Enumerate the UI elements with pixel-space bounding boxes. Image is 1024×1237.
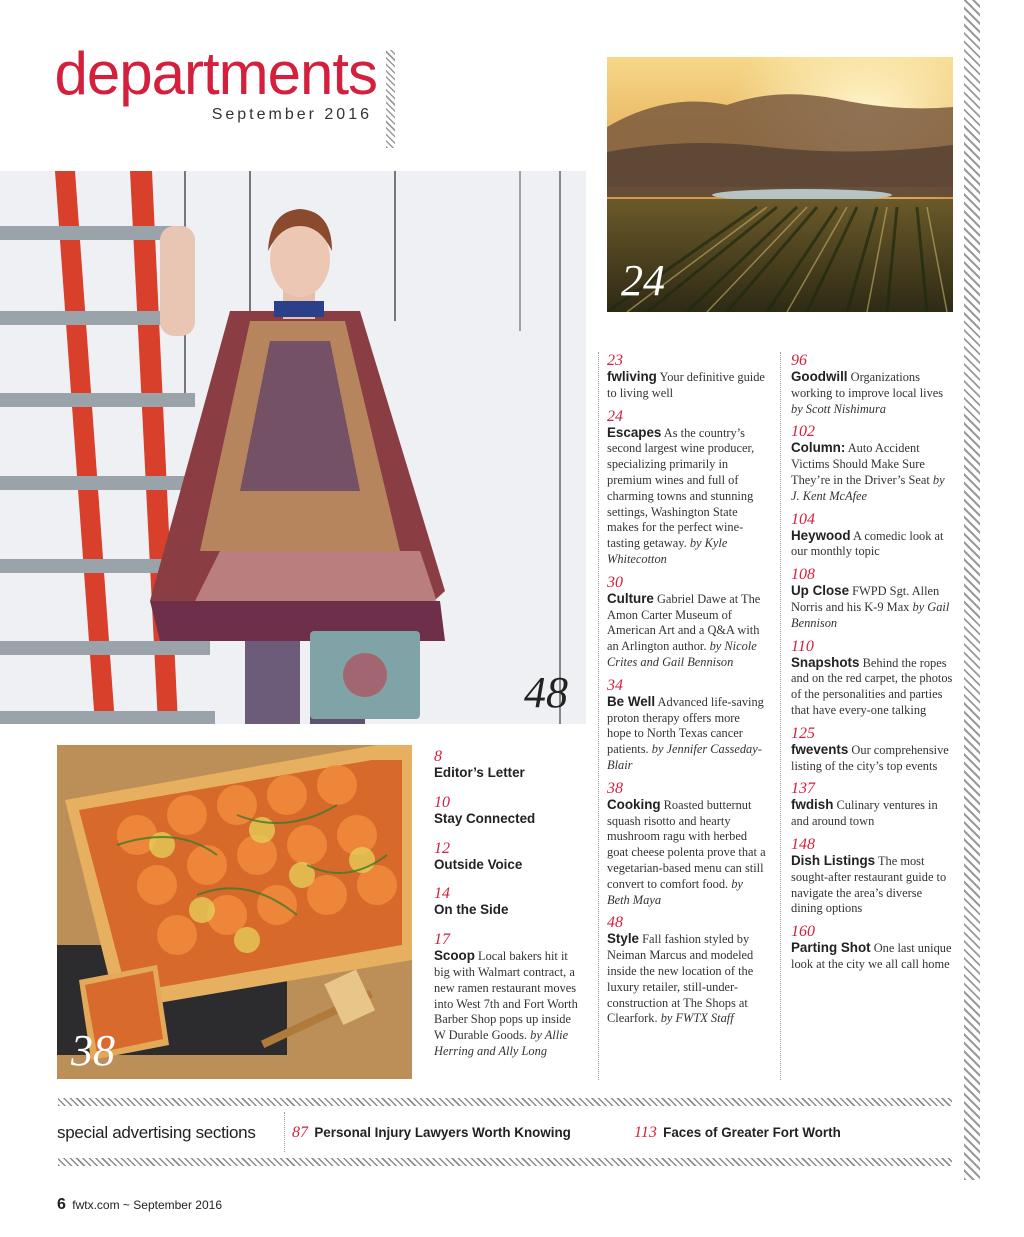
toc-entry-description: Auto Accident Victims Should Make Sure They’re in the Driver’s Seat [791,441,930,487]
toc-entry-title: Column: [791,440,846,456]
fashion-page-number: 48 [524,668,568,717]
toc-page-number: 12 [434,839,450,857]
toc-entry-description: One last unique look at the city we all call home [791,941,952,971]
toc-entry[interactable] [607,408,767,568]
toc-entry-description: Our comprehensive listing of the city’s top events [791,742,949,773]
special-section-page: 87 [292,1124,308,1141]
toc-entry[interactable] [791,923,953,973]
toc-entry[interactable] [791,511,953,561]
vineyard-page-number: 24 [621,256,665,305]
toc-entry[interactable] [791,423,953,504]
toc-entry-byline: by Nicole Crites and Gail Bennison [607,639,757,669]
toc-entry-title: Goodwill [791,369,848,384]
toc-entry-title: Style [607,931,640,947]
toc-entry-description: Gabriel Dawe at The Amon Carter Museum of American Art and a Q&A with an Arlington author. [607,591,761,654]
header-stripe [386,50,395,148]
toc-entry[interactable] [607,780,767,909]
toc-entry-description: Culinary ventures in and around town [791,798,938,829]
toc-entry-byline: by Beth Maya [607,876,743,907]
toc-entry-title: Heywood [791,527,851,543]
toc-entry-description: FWPD Sgt. Allen Norris and his K-9 Max [791,584,940,614]
toc-page-number: 104 [791,510,815,528]
toc-entry-byline: by J. Kent McAfee [791,472,945,503]
toc-entry-description: Roasted butternut squash risotto and hearty mushroom ragu with herbed goat cheese polenta prove that a vegetarian-based menu can still convert to comfort food. [607,797,766,891]
toc-entry-description: As the country’s second largest wine producer, specializing primarily in premium wines and full of charming towns and stunning settings, Washington State makes for the perfect wine-tasting getaway. [607,425,755,551]
toc-page-number: 34 [607,676,623,694]
toc-entry[interactable] [791,725,953,775]
section-divider-bottom [58,1158,952,1166]
page-edge-stripe [964,0,980,1180]
toc-entry[interactable] [791,836,953,917]
toc-entry-byline: by Allie Herring and Ally Long [434,1028,569,1058]
section-divider-top [58,1098,952,1106]
toc-page-number: 8 [434,748,442,765]
toc-entry-title: Be Well [607,693,656,709]
toc-page-number: 110 [791,637,814,655]
toc-entry-description: Organizations working to improve local lives [791,370,944,400]
toc-entry[interactable] [434,794,584,828]
toc-page-number: 48 [607,914,623,932]
toc-page-number: 14 [434,885,450,903]
toc-entry[interactable] [791,352,953,417]
toc-page-number: 10 [434,793,450,811]
toc-page-number: 38 [607,779,623,797]
issue-date: September 2016 [211,106,372,123]
toc-entry-title: Parting Shot [791,940,871,956]
footer-page-number: 6 [57,1196,66,1213]
toc-entry[interactable] [434,885,584,919]
page-title: departments [54,40,377,107]
special-sections-divider [284,1112,285,1152]
toc-entry[interactable] [434,931,584,1060]
vineyard-photo [607,57,953,312]
toc-entry-description: A comedic look at our monthly topic [791,528,944,559]
toc-entry-title: Culture [607,590,654,606]
food-photo [57,745,412,1079]
page-footer [57,1196,222,1214]
toc-entry[interactable] [607,914,767,1027]
toc-page-number: 96 [791,352,807,369]
toc-entry-byline: by Jennifer Casseday-Blair [607,742,762,772]
toc-page-number: 148 [791,835,815,853]
special-section-page: 113 [634,1124,657,1141]
toc-entry-title: Scoop [434,948,475,964]
toc-entry[interactable] [607,352,767,402]
toc-entry-title: On the Side [434,902,509,918]
toc-page-number: 17 [434,931,450,949]
toc-entry-byline: by Gail Bennison [791,599,950,630]
toc-entry[interactable] [791,566,953,631]
toc-entry[interactable] [434,748,584,782]
toc-middle-column [607,352,767,1033]
toc-page-number: 137 [791,780,815,798]
special-section-title: Faces of Greater Fort Worth [663,1125,841,1140]
toc-entry[interactable] [791,780,953,830]
toc-entry-description: Advanced life-saving proton therapy offers more hope to North Texas cancer patients. [607,694,764,757]
special-section-item[interactable] [292,1124,571,1141]
toc-entry-description: Fall fashion styled by Neiman Marcus and modeled inside the new location of the luxury retailer, still-under-construction at The Shops at Clearfork. [607,932,754,1026]
toc-entry-title: Snapshots [791,654,860,670]
toc-page-number: 102 [791,423,815,441]
fashion-photo [0,171,586,724]
toc-entry-title: Up Close [791,583,850,599]
toc-entry-title: Editor’s Letter [434,765,525,780]
toc-entry-description: Local bakers hit it big with Walmart contract, a new ramen restaurant moves into West 7th and Fort Worth Barber Shop pops up inside W Durable Goods. [434,949,578,1043]
toc-entry-description: The most sought-after restaurant guide to navigate the area’s diverse dining options [791,853,947,916]
toc-entry[interactable] [607,574,767,671]
food-page-number: 38 [71,1026,115,1075]
toc-entry-title: Escapes [607,424,662,440]
toc-entry-title: fwevents [791,741,849,757]
special-section-item[interactable] [634,1124,841,1141]
toc-entry[interactable] [607,677,767,774]
toc-entry-title: fwliving [607,369,657,384]
special-section-title: Personal Injury Lawyers Worth Knowing [314,1125,571,1140]
toc-entry-title: Dish Listings [791,852,876,868]
toc-entry-title: Cooking [607,796,661,812]
toc-entry-byline: by Kyle Whitecotton [607,536,728,566]
footer-text: fwtx.com ~ September 2016 [72,1198,222,1212]
toc-page-number: 24 [607,407,623,425]
toc-entry-description: Behind the ropes and on the red carpet, the photos of the personalities and parties that have every-one talking [791,655,953,717]
toc-entry-title: fwdish [791,797,834,813]
toc-page-number: 108 [791,566,815,584]
toc-entry-description: Your definitive guide to living well [607,370,765,400]
toc-page-number: 160 [791,923,815,941]
toc-right-column [791,352,953,979]
column-divider [598,352,599,1080]
toc-entry-byline: by FWTX Staff [660,1011,734,1026]
column-divider [780,352,781,1080]
toc-entry[interactable] [791,638,953,719]
toc-page-number: 30 [607,573,623,591]
toc-entry[interactable] [434,840,584,874]
toc-entry-byline: by Scott Nishimura [791,401,886,416]
special-sections-label: special advertising sections [57,1123,256,1142]
toc-left-column [434,748,584,1072]
toc-page-number: 23 [607,352,623,369]
toc-entry-title: Stay Connected [434,810,536,826]
toc-entry-title: Outside Voice [434,856,523,872]
toc-page-number: 125 [791,724,815,742]
